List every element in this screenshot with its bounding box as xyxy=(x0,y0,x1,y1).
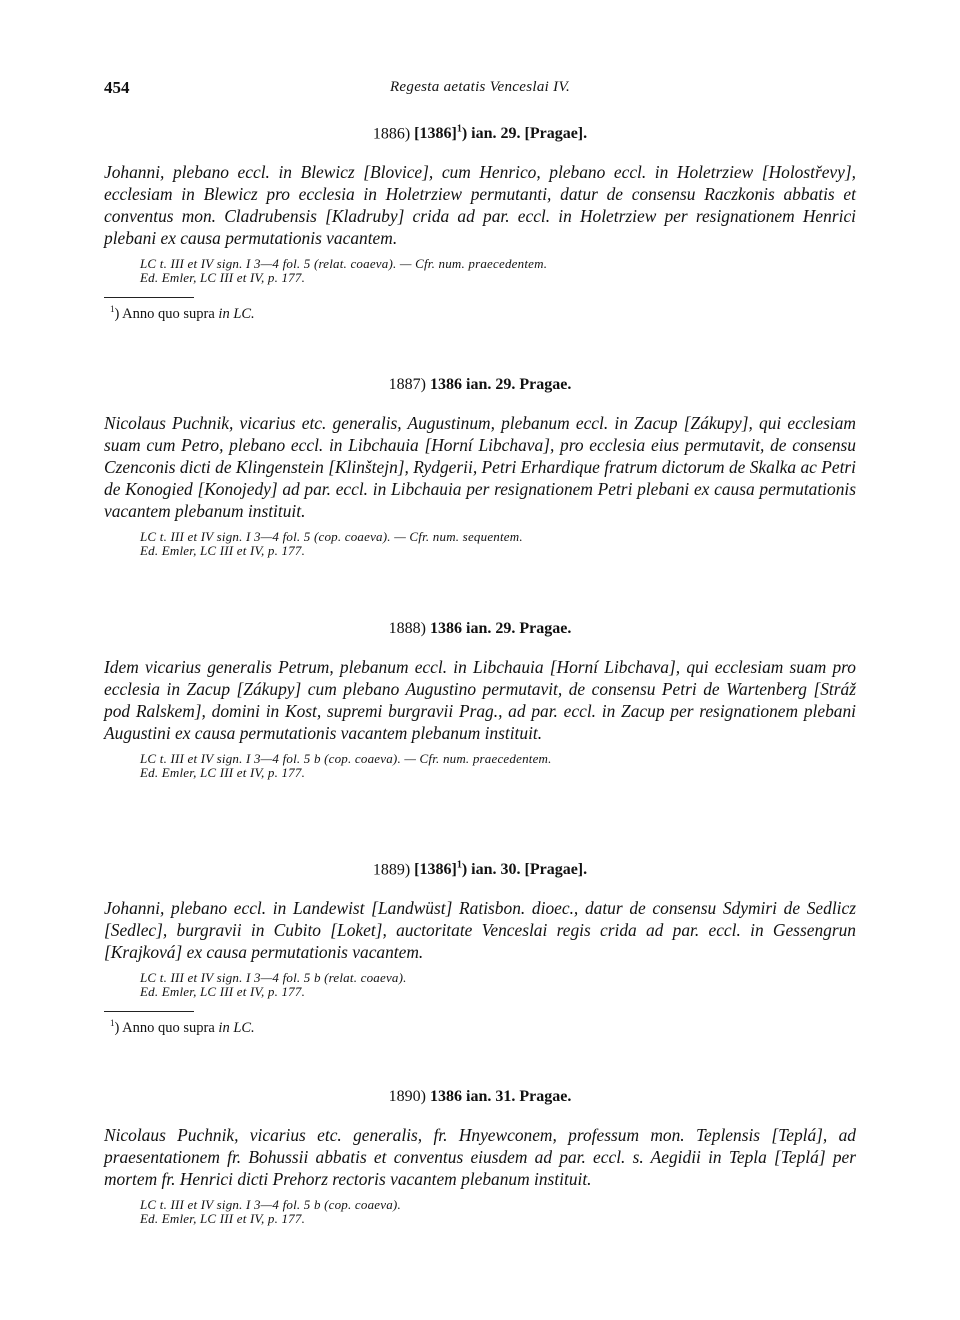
entry-number: 1889) xyxy=(372,861,411,879)
entry-heading xyxy=(104,1088,856,1106)
edition-reference: Ed. Emler, LC III et IV, p. 177. xyxy=(140,270,306,286)
edition-reference: Ed. Emler, LC III et IV, p. 177. xyxy=(140,1211,306,1226)
footnote-marker: 1 xyxy=(456,860,462,871)
entry-1886 xyxy=(104,124,856,323)
entry-date: 1386 ian. 31. Pragae. xyxy=(430,1088,572,1105)
entry-date: $[1386]^1$) ian. 29. [Pragae]. xyxy=(414,124,588,143)
page-header xyxy=(104,78,856,102)
source-reference: LC t. III et IV sign. I 3—4 fol. 5 b (cop. coaeva). — Cfr. num. praecedentem. xyxy=(140,751,552,766)
entry-heading xyxy=(104,620,856,638)
footnote: $^1$) Anno quo supra in LC. xyxy=(110,1018,255,1037)
source-reference: LC t. III et IV sign. I 3—4 fol. 5 b (relat. coaeva). xyxy=(140,970,407,986)
entry-references xyxy=(140,257,856,285)
source-reference: LC t. III et IV sign. I 3—4 fol. 5 (relat. coaeva). — Cfr. num. praecedentem. xyxy=(140,256,548,272)
running-title: Regesta aetatis Venceslai IV. xyxy=(389,79,571,95)
source-reference: LC t. III et IV sign. I 3—4 fol. 5 b (cop. coaeva). xyxy=(140,1197,401,1212)
footnote-rule xyxy=(104,297,194,298)
entry-number: 1886) xyxy=(372,125,411,143)
footnote-marker: 1 xyxy=(456,124,462,135)
entry-number: 1887) xyxy=(388,376,426,393)
edition-reference: Ed. Emler, LC III et IV, p. 177. xyxy=(140,984,306,1000)
edition-reference: Ed. Emler, LC III et IV, p. 177. xyxy=(140,543,306,558)
footnote-rule xyxy=(104,1011,194,1012)
entry-1888 xyxy=(104,620,856,780)
entry-references xyxy=(140,1198,856,1226)
entry-text: Nicolaus Puchnik, vicarius etc. generalis, fr. Hnyewconem, professum mon. Teplensis [Teplá], ad praesentationem fr. Bohussii abbatis et conventus eiusdem ad par. eccl. s. Aegidii in Tepla [Teplá] per mortem fr. Henrici dicti Prehorz rectoris vacantem plebanum instituit. xyxy=(104,1125,856,1189)
edition-reference: Ed. Emler, LC III et IV, p. 177. xyxy=(140,765,306,780)
entry-1889 xyxy=(104,860,856,1037)
entry-1887 xyxy=(104,376,856,558)
entry-date: 1386 ian. 29. Pragae. xyxy=(430,620,572,637)
entry-1890 xyxy=(104,1088,856,1226)
source-reference: LC t. III et IV sign. I 3—4 fol. 5 (cop. coaeva). — Cfr. num. sequentem. xyxy=(140,529,523,544)
footnote: $^1$) Anno quo supra in LC. xyxy=(110,304,255,323)
entry-heading xyxy=(104,376,856,394)
entry-text: Johanni, plebano eccl. in Landewist [Landwüst] Ratisbon. dioec., datur de consensu Sdymiri de Sedlicz [Sedlec], burgravii in Cubito [Loket], auctoritate Venceslai regis crida ad par. eccl. in Gessengrun [Krajková] ex causa permutationis vacantem. xyxy=(104,898,856,963)
entry-text: Johanni, plebano eccl. in Blewicz [Blovice], cum Henrico, plebano eccl. in Holetrziew [Holostřevy], ecclesiam in Blewicz pro ecclesia in Holetrziew permutanti, datur de consensu Raczkonis abbatis et conventus mon. Cladrubensis [Kladruby] crida ad par. eccl. in Holetrziew per resignationem Henrici plebani ex causa permutationis vacantem. xyxy=(104,162,856,249)
entry-heading xyxy=(104,860,856,879)
entry-heading xyxy=(104,124,856,143)
entry-number: 1888) xyxy=(388,620,426,637)
entry-references xyxy=(140,971,856,999)
page-number: 454 xyxy=(104,78,130,97)
entry-references xyxy=(140,752,856,780)
entry-text: Idem vicarius generalis Petrum, plebanum eccl. in Libchauia [Horní Libchava], qui ecclesiam suam pro ecclesia in Zacup [Zákupy] cum plebano Augustino permutavit, de consensu Petri de Wartenberg [Stráž pod Ralskem], domini in Kost, supremi burgravii Prag., ad par. eccl. in Zacup per resignationem plebani Augustini ex causa permutationis vacantem plebanum instituit. xyxy=(104,657,856,743)
entry-references xyxy=(140,530,856,558)
entry-text: Nicolaus Puchnik, vicarius etc. generalis, Augustinum, plebanum eccl. in Zacup [Zákupy], qui ecclesiam suam cum Petro, plebano eccl. in Libchauia [Horní Libchava], pro ecclesia eius permutavit, de consensu Czenconis dicti de Klingenstein [Klinštejn], Rydgerii, Petri Erhardique fratrum dictorum de Skalka ac Petri de Konogied [Konojedy] ad par. eccl. in Libchauia per resignationem Petri plebani ex causa permutationis vacantem plebanum instituit. xyxy=(104,413,856,521)
entry-date: 1386 ian. 29. Pragae. xyxy=(430,376,572,393)
entry-date: $[1386]^1$) ian. 30. [Pragae]. xyxy=(414,860,588,879)
entry-number: 1890) xyxy=(388,1088,426,1105)
